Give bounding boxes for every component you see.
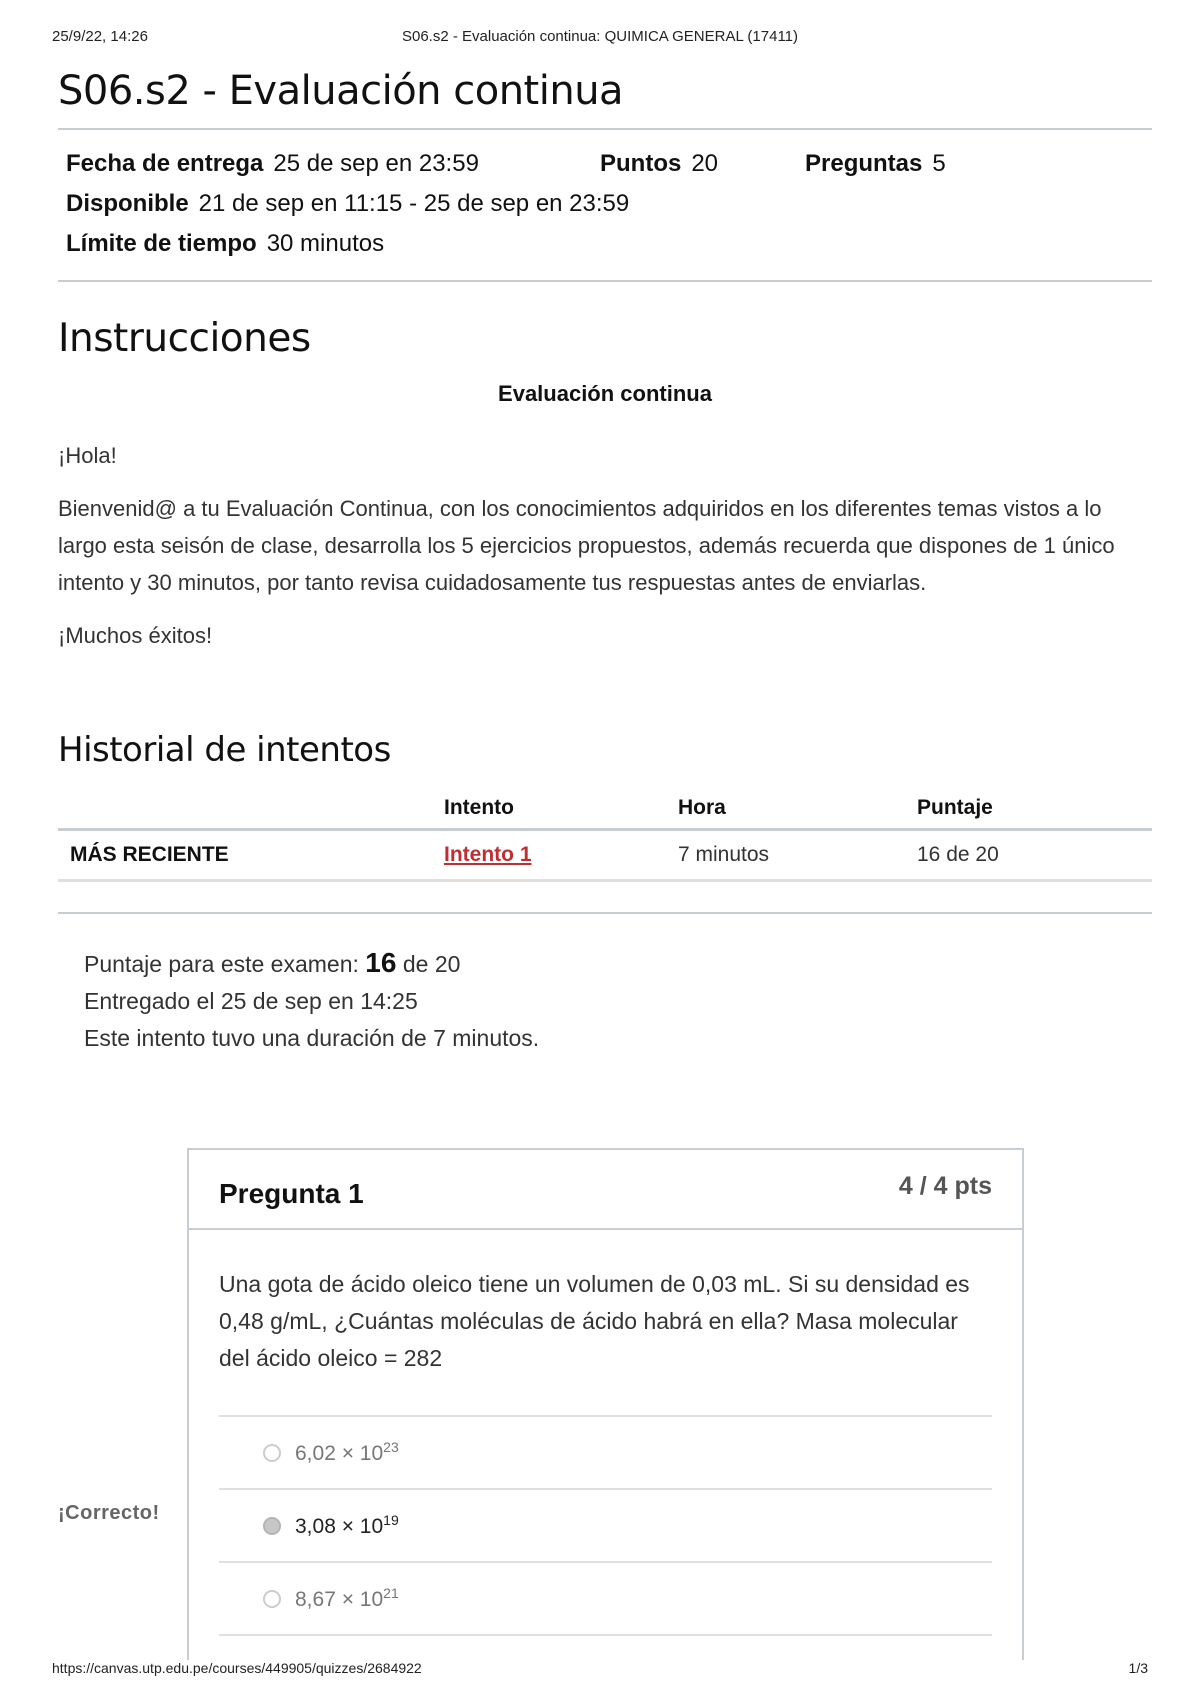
column-header: Puntaje xyxy=(905,792,1152,830)
column-header: Intento xyxy=(432,792,666,830)
question-header xyxy=(189,1150,1022,1230)
column-header xyxy=(58,792,432,830)
answer-divider xyxy=(219,1634,992,1646)
attempt-link[interactable]: Intento 1 xyxy=(444,843,532,866)
print-datetime: 25/9/22, 14:26 xyxy=(52,28,148,45)
attempt-time: 7 minutos xyxy=(666,830,905,881)
print-header xyxy=(52,28,1148,45)
print-page-title: S06.s2 - Evaluación continua: QUIMICA GENERAL (17411) xyxy=(401,28,799,45)
attempt-score: 16 de 20 xyxy=(905,830,1152,881)
answer-text: $8,67 \times 10^{21}$ xyxy=(295,1585,399,1611)
question-card xyxy=(187,1148,1024,1660)
column-header: Hora xyxy=(666,792,905,830)
radio-icon[interactable] xyxy=(263,1590,281,1608)
available: Disponible 21 de sep en 11:15 - 25 de sep en 23:59 xyxy=(66,190,630,217)
answer-text: $6,02 \times 10^{23}$ xyxy=(295,1439,399,1465)
attempt-summary xyxy=(58,914,1152,1057)
exam-score: Puntaje para este examen: 16 de 20 xyxy=(84,947,461,978)
question-title: Pregunta 1 xyxy=(219,1178,364,1209)
history-heading: Historial de intentos xyxy=(58,730,391,770)
answer-option[interactable] xyxy=(219,1415,992,1488)
instructions-body: Bienvenid@ a tu Evaluación Continua, con los conocimientos adquiridos en los diferentes temas vistos a lo largo esta seisón de clase, desarrolla los 5 ejercicios propuestos, además recuerda que dispones de 1 único intento y 30 minutos, por tanto revisa cuidadosamente tus respuestas antes de enviarlas. xyxy=(58,496,1115,595)
print-url: https://canvas.utp.edu.pe/courses/449905/quizzes/2684922 xyxy=(52,1660,422,1676)
answer-text: $3,08 \times 10^{19}$ xyxy=(295,1512,399,1538)
answer-option-selected[interactable] xyxy=(219,1488,992,1561)
instructions-closing: ¡Muchos éxitos! xyxy=(58,623,213,648)
attempt-duration: Este intento tuvo una duración de 7 minutos. xyxy=(84,1025,540,1051)
question-points: 4 / 4 pts xyxy=(898,1172,992,1200)
answer-option[interactable] xyxy=(219,1561,992,1634)
radio-icon[interactable] xyxy=(263,1444,281,1462)
divider xyxy=(58,280,1152,282)
radio-selected-icon[interactable] xyxy=(263,1517,281,1535)
print-footer xyxy=(52,1660,1148,1676)
question-text: Una gota de ácido oleico tiene un volumen de 0,03 mL. Si su densidad es 0,48 g/mL, ¿Cuántas moléculas de ácido habrá en ella? Masa molecular del ácido oleico = 282 xyxy=(219,1271,970,1371)
instructions-heading: Instrucciones xyxy=(58,316,311,361)
instructions xyxy=(58,381,1152,654)
points: Puntos 20 xyxy=(600,150,719,177)
quiz-title: S06.s2 - Evaluación continua xyxy=(58,68,624,114)
score-value: 16 xyxy=(365,947,397,978)
print-page-number: 1/3 xyxy=(1128,1660,1148,1676)
due-date: Fecha de entrega 25 de sep en 23:59 xyxy=(66,150,479,177)
latest-label: MÁS RECIENTE xyxy=(58,830,432,881)
time-limit: Límite de tiempo 30 minutos xyxy=(66,230,385,257)
quiz-details xyxy=(58,130,1152,280)
table-row xyxy=(58,830,1152,881)
questions-count: Preguntas 5 xyxy=(805,150,946,177)
quiz-content xyxy=(58,60,1152,1057)
correct-feedback: ¡Correcto! xyxy=(58,1502,160,1524)
instructions-title: Evaluación continua xyxy=(498,381,712,406)
submitted-date: Entregado el 25 de sep en 14:25 xyxy=(84,988,418,1014)
instructions-greeting: ¡Hola! xyxy=(58,443,117,468)
attempts-table xyxy=(58,792,1152,882)
